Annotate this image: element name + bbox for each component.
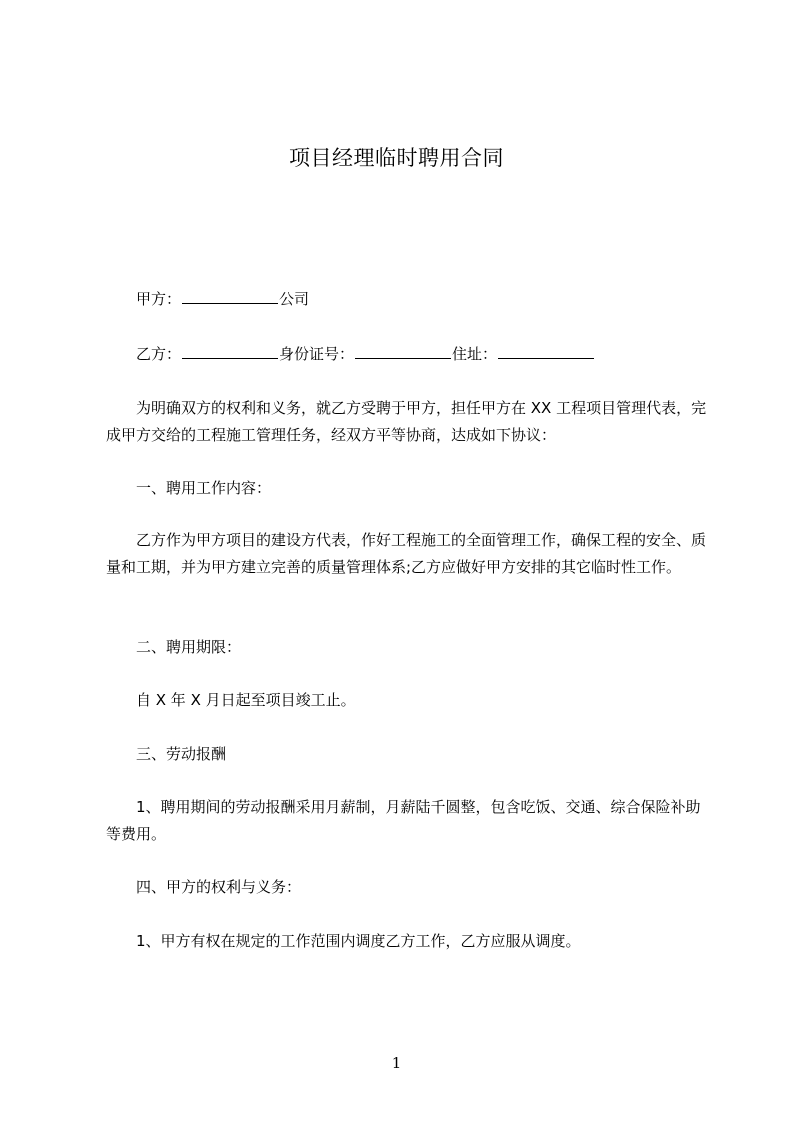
section-4-body: 1、甲方有权在规定的工作范围内调度乙方工作，乙方应服从调度。 bbox=[136, 932, 581, 950]
party-b-id-label: 身份证号： bbox=[279, 345, 355, 363]
section-1-body: 乙方作为甲方项目的建设方代表，作好工程施工的全面管理工作，确保工程的安全、质量和工期，并为甲方建立完善的质量管理体系;乙方应做好甲方安排的其它临时性工作。 bbox=[106, 531, 707, 576]
party-a-blank bbox=[182, 289, 278, 304]
party-b-name-blank bbox=[182, 344, 278, 359]
party-a-line bbox=[106, 286, 716, 313]
party-b-address-label: 住址： bbox=[452, 345, 498, 363]
section-2-body: 自 X 年 X 月日起至项目竣工止。 bbox=[136, 691, 356, 709]
party-a-suffix: 公司 bbox=[279, 290, 310, 308]
page-number: 1 bbox=[391, 1054, 402, 1072]
party-a-label: 甲方： bbox=[136, 290, 182, 308]
section-3-body: 1、聘用期间的劳动报酬采用月薪制，月薪陆千圆整，包含吃饭、交通、综合保险补助等费用。 bbox=[106, 798, 701, 843]
section-1-heading: 一、聘用工作内容： bbox=[136, 479, 272, 497]
party-b-line bbox=[106, 341, 716, 368]
section-4-heading: 四、甲方的权利与义务： bbox=[136, 878, 302, 896]
section-2-heading: 二、聘用期限： bbox=[136, 638, 242, 656]
intro-paragraph: 为明确双方的权利和义务，就乙方受聘于甲方，担任甲方在 XX 工程项目管理代表，完成甲方交给的工程施工管理任务，经双方平等协商，达成如下协议： bbox=[106, 399, 707, 444]
contract-title: 项目经理临时聘用合同 bbox=[289, 146, 504, 170]
party-b-address-blank bbox=[498, 344, 594, 359]
party-b-id-blank bbox=[355, 344, 451, 359]
section-3-heading: 三、劳动报酬 bbox=[136, 745, 227, 763]
party-b-label: 乙方： bbox=[136, 345, 182, 363]
